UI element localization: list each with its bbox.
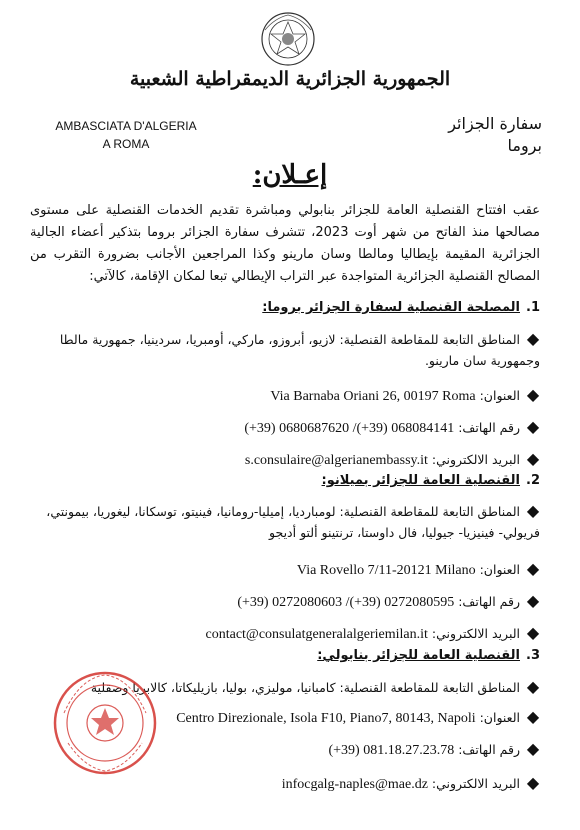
bullet-icon: ◆ — [526, 591, 540, 610]
address-label: العنوان: — [479, 388, 520, 403]
bullet-icon: ◆ — [526, 385, 540, 404]
official-stamp-icon — [50, 668, 160, 778]
section-number: 3. — [526, 648, 540, 663]
email-label: البريد الالكتروني: — [431, 776, 520, 791]
regions-text: المناطق التابعة للمقاطعة القنصلية: لازيو، أبروزو، ماركي، أومبريا، سردينيا، جمهورية مالطا وجمهورية سان مارينو. — [59, 332, 540, 368]
republic-heading: الجمهورية الجزائرية الديمقراطية الشعبية — [129, 68, 451, 90]
address-value: Via Barnaba Oriani 26, 00197 Roma — [270, 389, 476, 404]
regions-text: المناطق التابعة للمقاطعة القنصلية: كامبانيا، موليزي، بوليا، بازيليكاتا، كالابريا وصقلية — [90, 680, 520, 695]
section-title: القنصلية العامة للجزائر بنابولي: — [317, 648, 520, 663]
address-label: العنوان: — [479, 562, 520, 577]
email-value[interactable]: contact@consulatgeneralalgeriemilan.it — [205, 627, 428, 642]
regions-text: المناطق التابعة للمقاطعة القنصلية: لومبارديا، إميليا-رومانيا، فينيتو، توسكانا، ليغوريا، بيمونتي، فريولي- فينيزيا- جيوليا، فال داوستا، ترنتينو ألتو أديجو — [46, 504, 540, 540]
bullet-icon: ◆ — [526, 677, 540, 696]
email-value[interactable]: s.consulaire@algerianembassy.it — [244, 453, 428, 468]
bullet-icon: ◆ — [526, 623, 540, 642]
embassy-it-line2: A ROMA — [102, 137, 150, 151]
bullet-icon: ◆ — [526, 417, 540, 436]
intro-paragraph: عقب افتتاح القنصلية العامة للجزائر بنابولي ومباشرة تقديم الخدمات القنصلية على مستوى مصالحها منذ الفاتح من شهر أوت 2023، تتشرف سفارة الجزائر بروما بتذكير أعضاء الجالية الجزائرية المقيمة بإيطاليا ومالطا وسان مارينو وكذا المراجعين الأجانب بضرورة التقرب من المصالح القنصلية الجزائرية المتواجدة عبر التراب الإيطالي تبعا لمكان الإقامة، كالآتي: — [30, 203, 541, 284]
address-label: العنوان: — [479, 710, 520, 725]
email-milan — [30, 622, 540, 645]
section-number: 1. — [526, 300, 540, 315]
embassy-it-line1: AMBASCIATA D'ALGERIA — [55, 119, 197, 133]
address-value: Centro Direzionale, Isola F10, Piano7, 80143, Napoli — [176, 711, 476, 726]
email-label: البريد الالكتروني: — [431, 626, 520, 641]
bullet-icon: ◆ — [526, 449, 540, 468]
embassy-name-italian — [36, 117, 216, 153]
bullet-icon: ◆ — [526, 773, 540, 792]
section-title: القنصلية العامة للجزائر بميلانو: — [321, 473, 520, 488]
announcement-title: إعـلان: — [252, 160, 328, 190]
algeria-emblem-icon — [255, 10, 321, 68]
address-value: Via Rovello 7/11-20121 Milano — [296, 563, 476, 578]
bullet-icon: ◆ — [526, 329, 540, 348]
bullet-icon: ◆ — [526, 559, 540, 578]
phone-label: رقم الهاتف: — [458, 594, 520, 609]
bullet-icon: ◆ — [526, 501, 540, 520]
section-heading-rome — [262, 300, 540, 315]
phone-rome — [30, 416, 540, 439]
section-heading-naples — [317, 648, 540, 663]
section-title: المصلحة القنصلية لسفارة الجزائر بروما: — [262, 300, 520, 315]
email-label: البريد الالكتروني: — [431, 452, 520, 467]
phone-label: رقم الهاتف: — [458, 420, 520, 435]
phone-value: (+39) 081.18.27.23.78 — [328, 743, 455, 758]
phone-value: (+39) 0272080603 /(+39) 0272080595 — [237, 595, 455, 610]
embassy-name-arabic — [362, 113, 542, 157]
phone-label: رقم الهاتف: — [458, 742, 520, 757]
bullet-icon: ◆ — [526, 739, 540, 758]
phone-milan — [30, 590, 540, 613]
section-heading-milan — [322, 473, 540, 488]
address-rome — [30, 384, 540, 407]
bullet-icon: ◆ — [526, 707, 540, 726]
email-value[interactable]: infocgalg-naples@mae.dz — [281, 777, 428, 792]
embassy-ar-line2: بروما — [507, 136, 542, 155]
address-milan — [30, 558, 540, 581]
phone-value: (+39) 0680687620 /(+39) 068084141 — [244, 421, 455, 436]
embassy-ar-line1: سفارة الجزائر — [448, 114, 542, 133]
email-rome — [30, 448, 540, 471]
regions-rome — [30, 328, 540, 371]
regions-milan — [30, 500, 540, 543]
section-number: 2. — [526, 473, 540, 488]
